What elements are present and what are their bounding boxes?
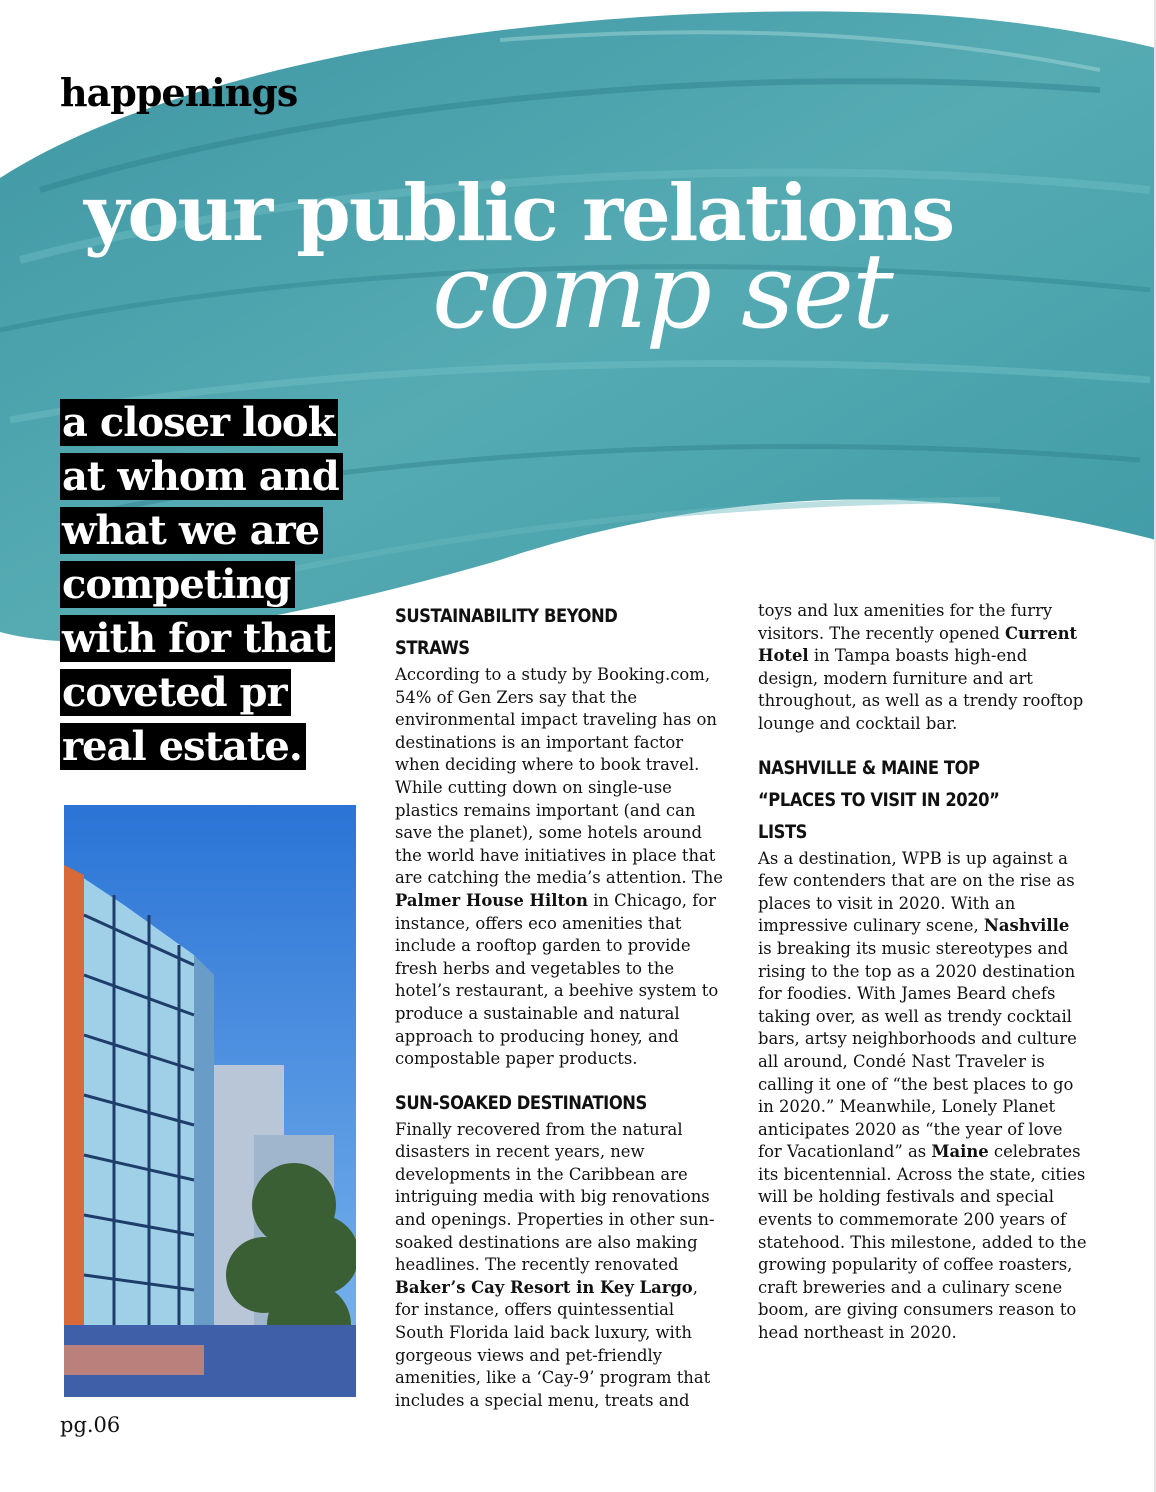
text-run: As a destination, WPB is up against a few contenders that are on the rise as places to visit in 2020. With an impressive culinary scene, xyxy=(758,848,1075,936)
bold-nashville: Nashville xyxy=(983,916,1070,936)
hotel-photo xyxy=(64,805,356,1397)
paragraph-sun-soaked-continued xyxy=(758,600,1088,736)
bold-current-hotel: Current Hotel xyxy=(758,623,1078,666)
paragraph-sustainability xyxy=(395,664,725,1071)
text-run: According to a study by Booking.com, 54% of Gen Zers say that the environmental impact traveling has on destinations is an important factor when deciding where to book travel. While cutting down on single-use plastics remains important (and can save the planet), some hotels around the world have initiatives in place that are catching the media’s attention. The xyxy=(395,665,723,888)
bold-maine: Maine xyxy=(931,1142,989,1162)
text-run: , for instance, offers quintessential South Florida laid back luxury, with gorgeous views and pet-friendly amenities, like a ‘Cay-9’ program that includes a special menu, treats and xyxy=(395,1277,711,1410)
heading-sustainability: SUSTAINABILITY BEYOND STRAWS xyxy=(395,605,618,659)
page-number: pg.06 xyxy=(60,1413,121,1437)
section-label: happenings xyxy=(60,70,298,115)
column-2 xyxy=(758,600,1088,1361)
text-run: in Tampa boasts high-end design, modern furniture and art throughout, as well as a trendy rooftop lounge and cocktail bar. xyxy=(758,646,1084,733)
heading-sun-soaked: SUN-SOAKED DESTINATIONS xyxy=(395,1091,647,1114)
paragraph-sun-soaked xyxy=(395,1119,725,1413)
heading-nashville-maine: NASHVILLE & MAINE TOP “PLACES TO VISIT IN 2020” LISTS xyxy=(758,756,1000,843)
text-run: is breaking its music stereotypes and rising to the top as a 2020 destination for foodies. With James Beard chefs taking over, as well as trendy cocktail bars, artsy neighborhoods and culture all around, Condé Nast Traveler is calling it one of “the best places to go in 2020.” Meanwhile, Lonely Planet anticipates 2020 as “the year of love for Vacationland” as xyxy=(758,938,1077,1162)
text-run: Finally recovered from the natural disasters in recent years, new developments in the Caribbean are intriguing media with big renovations and openings. Properties in other sun-soaked destinations are also making headlines. The recently renovated xyxy=(395,1119,715,1275)
deck-callout xyxy=(60,396,380,774)
text-run: toys and lux amenities for the furry visitors. The recently opened xyxy=(758,601,1053,643)
deck-text: a closer look at whom and what we are competing with for that coveted pr real estate. xyxy=(60,399,343,770)
headline-line-1: your public relations xyxy=(84,168,954,259)
text-run: celebrates its bicentennial. Across the state, cities will be holding festivals and special events to commemorate 200 years of statehood. This milestone, added to the growing popularity of coffee roasters, craft breweries and a culinary scene boom, are giving consumers reason to head northeast in 2020. xyxy=(758,1142,1087,1343)
paragraph-nashville-maine xyxy=(758,848,1088,1345)
text-run: in Chicago, for instance, offers eco amenities that include a rooftop garden to provide fresh herbs and vegetables to the hotel’s restaurant, a beehive system to produce a sustainable and natural approach to producing honey, and compostable paper products. xyxy=(395,890,719,1069)
headline-line-2: comp set xyxy=(432,230,892,352)
bold-palmer-house: Palmer House Hilton xyxy=(395,890,588,910)
column-1 xyxy=(395,600,725,1428)
bold-bakers-cay: Baker’s Cay Resort in Key Largo xyxy=(395,1277,693,1297)
